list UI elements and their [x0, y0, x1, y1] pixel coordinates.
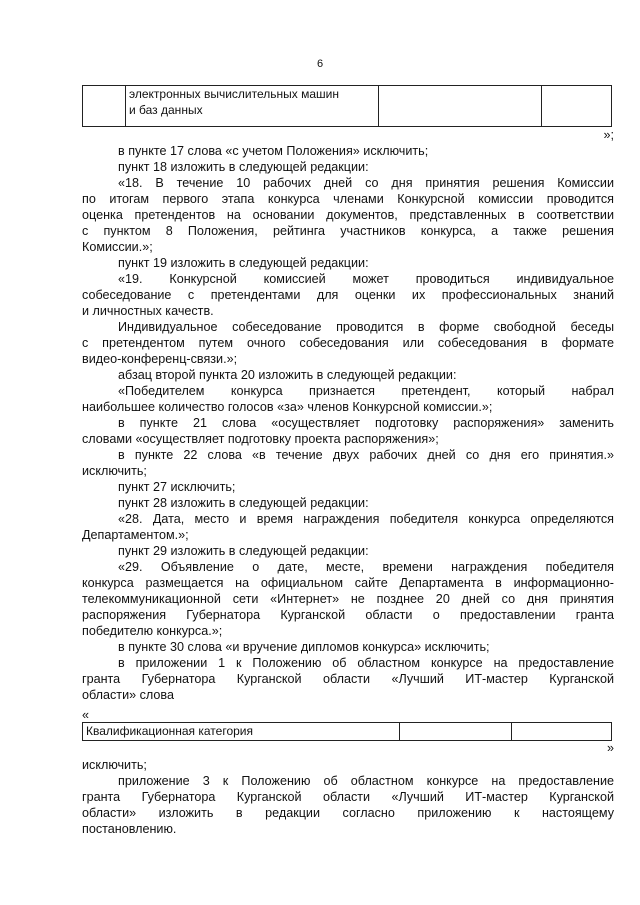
paragraph-line: исключить; — [82, 464, 147, 478]
paragraph-line: словами «осуществляет подготовку проекта распоряжения»; — [82, 432, 439, 446]
paragraph-line: в приложении 1 к Положению об областном конкурсе на предоставление — [118, 656, 614, 670]
table-cell — [400, 723, 512, 741]
paragraph-line: конкурса размещается на официальном сайте Департамента в информационно- — [82, 576, 614, 590]
closing-quote: » — [606, 741, 614, 755]
paragraph-line: постановлению. — [82, 822, 177, 836]
paragraph-line: видео-конференц-связи.»; — [82, 352, 238, 366]
paragraph-line: «Победителем конкурса признается претендент, который набрал — [118, 384, 614, 398]
paragraph-line: гранта Губернатора Курганской области «Лучший ИТ-мастер Курганской — [82, 672, 614, 686]
paragraph-line: и личностных качеств. — [82, 304, 214, 318]
table-cell — [83, 86, 126, 127]
paragraph-line: Комиссии.»; — [82, 240, 153, 254]
paragraph-line: в пункте 17 слова «с учетом Положения» исключить; — [118, 144, 429, 158]
paragraph-line: оценка претендентов на основании документов, представленных в соответствии — [82, 208, 614, 222]
paragraph-line: с пунктом 8 Положения, рейтинга участников конкурса, а также решения — [82, 224, 614, 238]
opening-quote: « — [82, 708, 90, 722]
paragraph-line: «29. Объявление о дате, месте, времени награждения победителя — [118, 560, 614, 574]
paragraph-line: Департаментом.»; — [82, 528, 189, 542]
paragraph-line: приложение 3 к Положению об областном конкурсе на предоставление — [118, 774, 614, 788]
paragraph-line: Индивидуальное собеседование проводится в форме свободной беседы — [118, 320, 614, 334]
paragraph-line: собеседование с претендентами для оценки их профессиональных знаний — [82, 288, 614, 302]
table-cell — [542, 86, 612, 127]
closing-quote: »; — [603, 128, 614, 142]
paragraph-line: наибольшее количество голосов «за» членов Конкурсной комиссии.»; — [82, 400, 493, 414]
top-table — [82, 85, 612, 127]
table-cell: Квалификационная категория — [83, 723, 400, 741]
paragraph-line: в пункте 22 слова «в течение двух рабочих дней со дня его принятия.» — [118, 448, 614, 462]
paragraph-line: по итогам первого этапа конкурса членами Конкурсной комиссии проводится — [82, 192, 614, 206]
table-cell — [512, 723, 612, 741]
paragraph-line: пункт 19 изложить в следующей редакции: — [118, 256, 369, 270]
paragraph-line: «18. В течение 10 рабочих дней со дня принятия решения Комиссии — [118, 176, 614, 190]
paragraph-line: телекоммуникационной сети «Интернет» не позднее 20 дней со дня принятия — [82, 592, 614, 606]
paragraph-line: пункт 29 изложить в следующей редакции: — [118, 544, 369, 558]
paragraph-line: абзац второй пункта 20 изложить в следующей редакции: — [118, 368, 457, 382]
page-number: 6 — [316, 58, 324, 70]
paragraph-line: гранта Губернатора Курганской области «Лучший ИТ-мастер Курганской — [82, 790, 614, 804]
paragraph-line: победителю конкурса.»; — [82, 624, 223, 638]
paragraph-line: в пункте 30 слова «и вручение дипломов конкурса» исключить; — [118, 640, 490, 654]
table-cell — [379, 86, 542, 127]
table-cell-text: и баз данных — [129, 103, 203, 117]
table-cell-text: электронных вычислительных машин — [129, 87, 339, 101]
table-cell — [126, 86, 379, 127]
paragraph-line: пункт 18 изложить в следующей редакции: — [118, 160, 369, 174]
paragraph-line: в пункте 21 слова «осуществляет подготовку распоряжения» заменить — [118, 416, 614, 430]
paragraph-line: области» изложить в редакции согласно приложению к настоящему — [82, 806, 614, 820]
paragraph-line: пункт 27 исключить; — [118, 480, 236, 494]
paragraph-line: распоряжения Губернатора Курганской области о предоставлении гранта — [82, 608, 614, 622]
paragraph-line: «28. Дата, место и время награждения победителя конкурса определяются — [118, 512, 614, 526]
paragraph-line: области» слова — [82, 688, 174, 702]
paragraph-line: с претендентом путем очного собеседования или собеседования в формате — [82, 336, 614, 350]
paragraph-line: исключить; — [82, 758, 147, 772]
paragraph-line: «19. Конкурсной комиссией может проводиться индивидуальное — [118, 272, 614, 286]
paragraph-line: пункт 28 изложить в следующей редакции: — [118, 496, 369, 510]
qualification-table — [82, 722, 612, 741]
